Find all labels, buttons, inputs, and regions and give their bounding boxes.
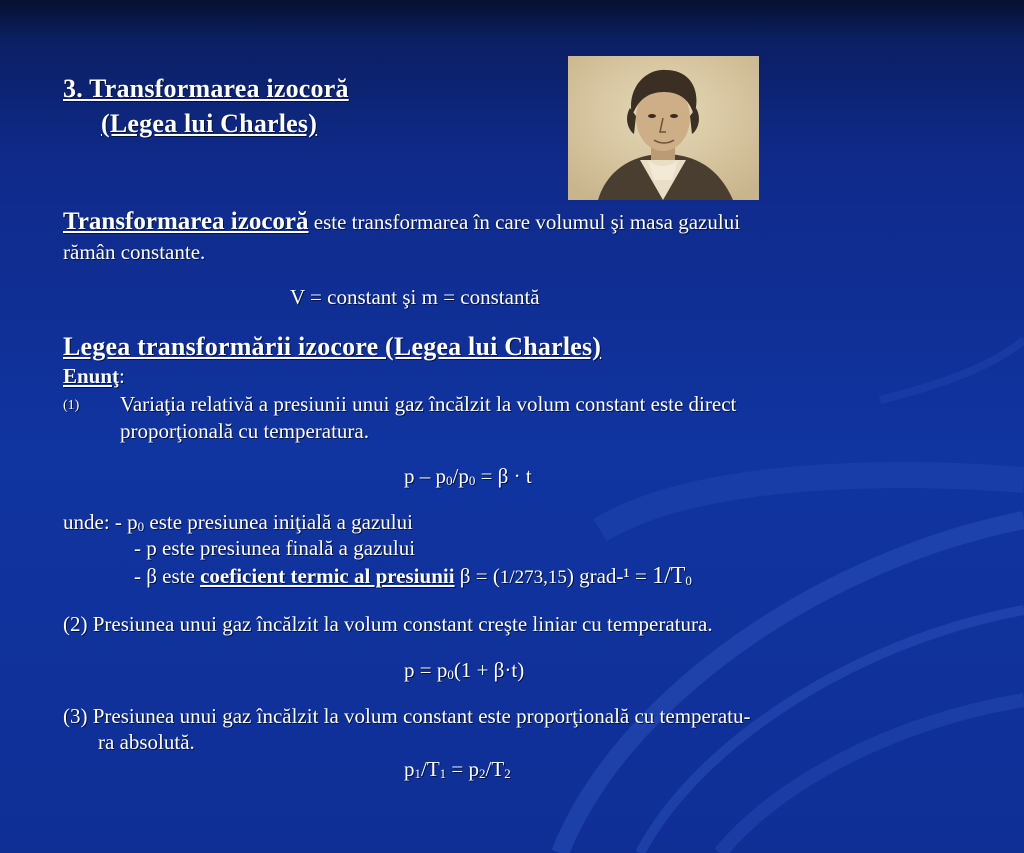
title-line-1: 3. Transformarea izocoră xyxy=(63,74,349,103)
unde-3a: - β este xyxy=(134,564,201,588)
unde-3sub: 0 xyxy=(685,573,692,588)
charles-portrait-image xyxy=(568,56,759,200)
f3-s3: 2 xyxy=(479,766,486,781)
definition-text-2: rămân constante. xyxy=(63,240,206,264)
condition-text: V = constant şi m = constantă xyxy=(290,285,540,309)
f3-c: = p xyxy=(446,757,480,781)
unde-1b: este presiunea iniţială a gazului xyxy=(144,510,413,534)
item2-line: (2) Presiunea unui gaz încălzit la volum constant creşte liniar cu temperatura. xyxy=(63,612,713,636)
f3-b: /T xyxy=(421,757,440,781)
formula-proportional xyxy=(404,756,511,787)
definition-text-1: este transformarea în care volumul şi masa gazului xyxy=(313,210,741,234)
item3-line-1 xyxy=(63,703,751,729)
f2-sub: 0 xyxy=(447,667,454,682)
enunt-label-text: Enunţ xyxy=(63,364,120,388)
unde-1sub: 0 xyxy=(137,519,145,534)
unde-3c: 1/273,15 xyxy=(499,567,567,588)
law-heading xyxy=(63,332,601,362)
f1-c: = β · t xyxy=(475,464,532,488)
definition-paragraph xyxy=(63,209,740,235)
f3-s1: 1 xyxy=(414,766,421,781)
f1-b: /p xyxy=(452,464,469,488)
item1-number xyxy=(63,398,79,414)
enunt-label xyxy=(63,363,125,389)
unde-1a: unde: - p xyxy=(63,510,138,534)
f1-a: p – p xyxy=(404,464,446,488)
unde-3-term: coeficient termic al presiunii xyxy=(200,564,455,588)
f2-b: (1 + β·t) xyxy=(453,658,525,682)
unde-line-2 xyxy=(134,535,415,561)
condition-formula xyxy=(290,284,540,310)
item3-line-2 xyxy=(98,729,195,755)
portrait-engraving-icon xyxy=(568,56,759,200)
item1-line-1 xyxy=(120,391,736,417)
formula-linear-pressure xyxy=(404,657,524,688)
law-heading-text: Legea transformării izocore (Legea lui Charles) xyxy=(63,332,602,361)
item3-text-2: ra absolută. xyxy=(98,730,195,754)
f3-s4: 2 xyxy=(504,766,511,781)
formula-relative-pressure xyxy=(404,463,532,494)
item1-line-2 xyxy=(120,418,369,444)
f3-d: /T xyxy=(485,757,505,781)
f2-a: p = p xyxy=(404,658,448,682)
slide-title xyxy=(63,74,349,104)
slide-subtitle xyxy=(101,109,317,139)
unde-3f: 1/T xyxy=(652,563,686,589)
definition-line-2 xyxy=(63,239,205,265)
item3-text-1: (3) Presiunea unui gaz încălzit la volum constant este proporţională cu temperatu- xyxy=(63,704,751,728)
f1-sub2: 0 xyxy=(468,473,476,488)
unde-3b: β = ( xyxy=(454,564,500,588)
unde-3d: ) grad xyxy=(566,564,617,588)
enunt-colon: : xyxy=(119,364,125,388)
title-line-2: (Legea lui Charles) xyxy=(101,109,318,138)
f1-sub1: 0 xyxy=(446,473,453,488)
unde-2: - p este presiunea finală a gazului xyxy=(134,536,416,560)
item1-text-1: Variaţia relativă a presiunii unui gaz încălzit la volum constant este direct xyxy=(120,392,737,416)
f3-a: p xyxy=(404,757,415,781)
definition-term: Transformarea izocoră xyxy=(63,208,309,235)
item2-text xyxy=(63,611,713,637)
item1-number-text: (1) xyxy=(63,398,80,413)
item1-text-2: proporţională cu temperatura. xyxy=(120,419,369,443)
f3-s2: 1 xyxy=(439,766,447,781)
unde-line-3 xyxy=(134,563,692,594)
unde-3e: -¹ = xyxy=(616,564,653,588)
